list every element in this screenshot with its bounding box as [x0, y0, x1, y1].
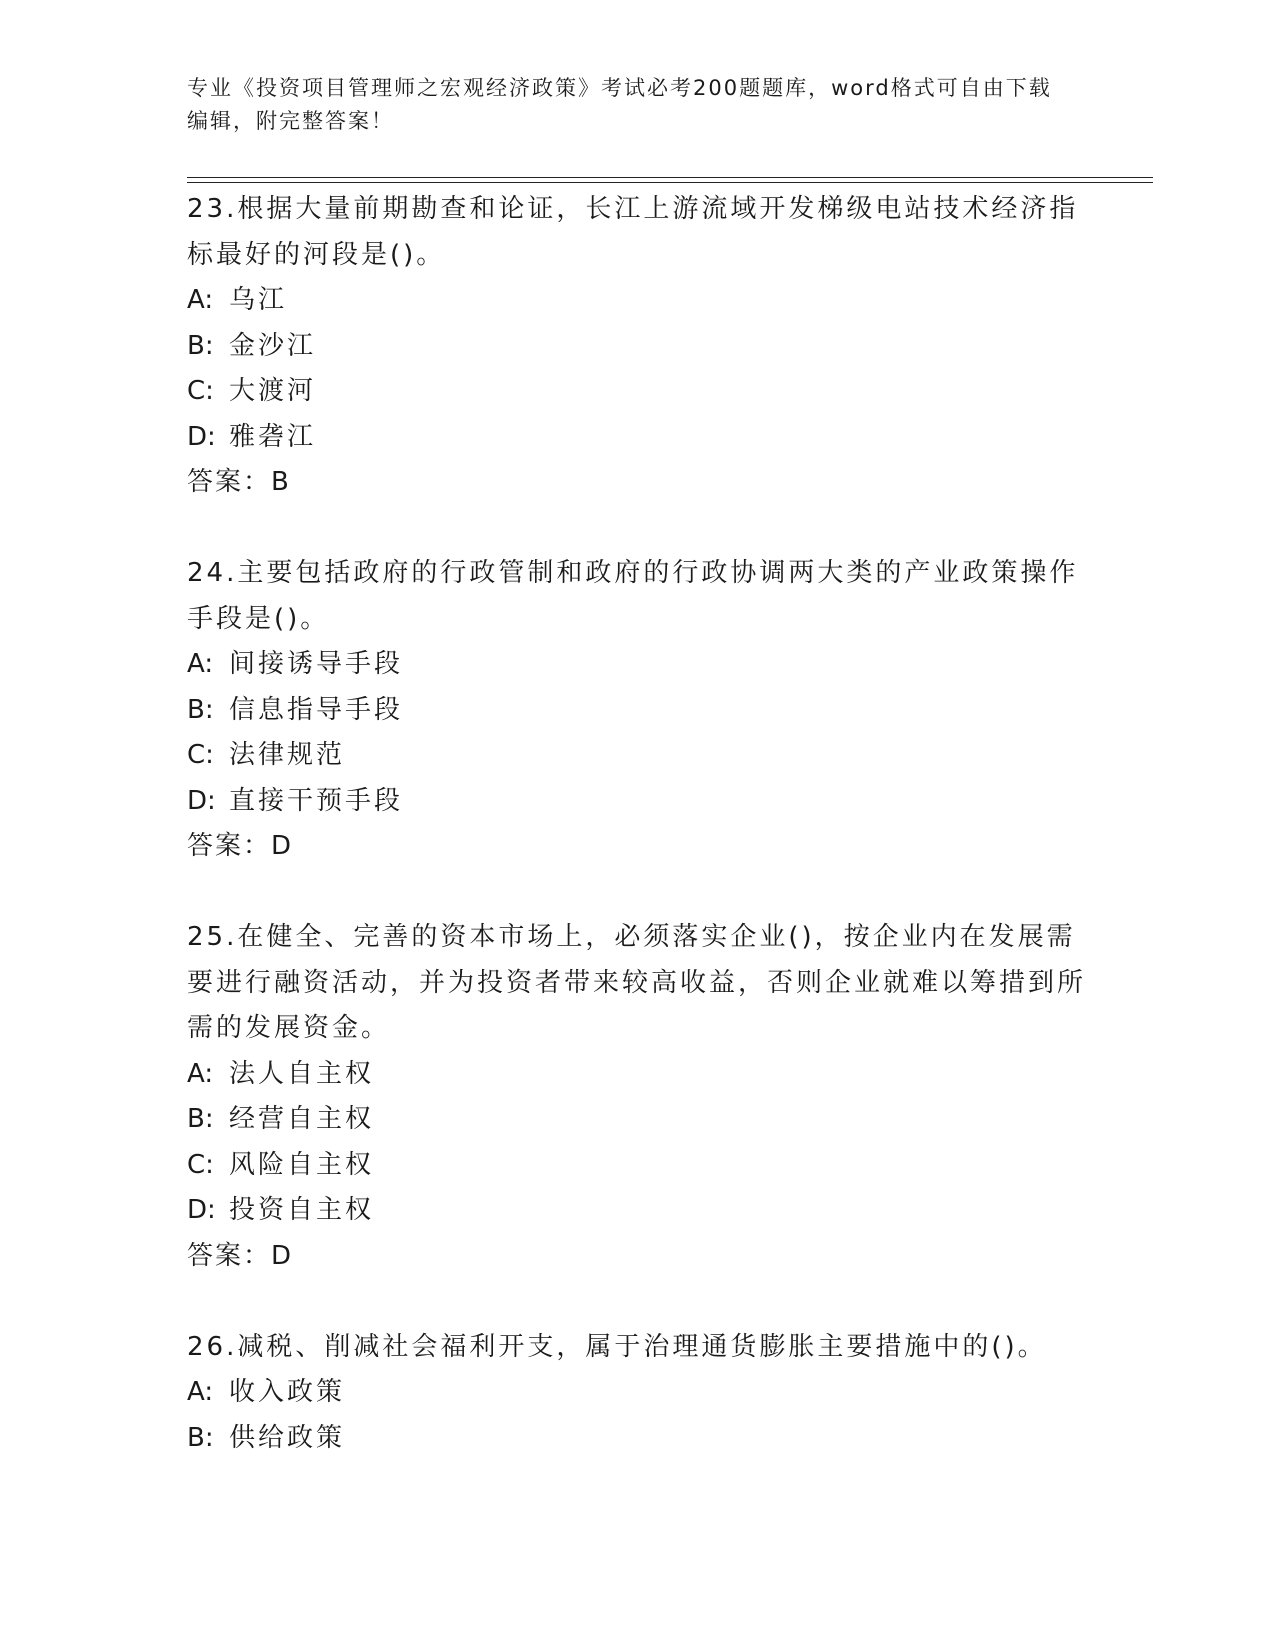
answer-label: 答案：	[187, 467, 272, 497]
question-text: 在健全、完善的资本市场上，必须落实企业()，按企业内在发展需要进行融资活动，并为投资者带来较高收益，否则企业就难以筹措到所需的发展资金。	[187, 922, 1087, 1043]
option-b	[187, 1416, 1087, 1462]
option-letter: D:	[187, 421, 216, 452]
option-text: 金沙江	[229, 330, 317, 361]
option-letter: C:	[187, 740, 214, 770]
question-26	[187, 1325, 1087, 1462]
option-letter: B:	[187, 694, 214, 725]
header-intro-text: 专业《投资项目管理师之宏观经济政策》考试必考200题题库，word格式可自由下载编辑，附完整答案！	[187, 76, 1052, 133]
answer-line	[187, 824, 1087, 870]
option-text: 大渡河	[229, 376, 317, 406]
question-text: 减税、削减社会福利开支，属于治理通货膨胀主要措施中的()。	[237, 1331, 1047, 1362]
question-list	[187, 187, 1087, 1461]
option-text: 雅砻江	[229, 421, 317, 452]
option-c	[187, 733, 1087, 779]
question-spacer	[187, 1279, 1087, 1325]
question-text: 根据大量前期勘查和论证，长江上游流域开发梯级电站技术经济指标最好的河段是()。	[187, 194, 1079, 270]
option-text: 法律规范	[229, 740, 346, 770]
answer-label: 答案：	[187, 1240, 272, 1271]
question-stem	[187, 915, 1087, 1052]
option-text: 间接诱导手段	[229, 649, 404, 679]
option-letter: B:	[187, 1104, 214, 1134]
option-letter: D:	[187, 785, 216, 816]
option-text: 风险自主权	[229, 1149, 375, 1180]
option-letter: C:	[187, 1149, 214, 1180]
answer-value: D	[271, 831, 294, 861]
option-text: 收入政策	[229, 1377, 346, 1407]
option-a	[187, 1370, 1087, 1416]
option-d	[187, 779, 1087, 825]
option-d	[187, 1188, 1087, 1234]
question-number: 26.	[187, 1331, 238, 1362]
option-text: 经营自主权	[229, 1104, 375, 1134]
option-text: 供给政策	[229, 1422, 346, 1453]
question-spacer	[187, 506, 1087, 552]
option-c	[187, 369, 1087, 415]
option-letter: B:	[187, 1422, 214, 1453]
option-d	[187, 415, 1087, 461]
option-text: 信息指导手段	[229, 694, 404, 725]
answer-line	[187, 460, 1087, 506]
option-a	[187, 642, 1087, 688]
answer-label: 答案：	[187, 831, 272, 861]
header-divider-bottom	[187, 182, 1153, 183]
option-letter: A:	[187, 1377, 214, 1407]
option-letter: B:	[187, 330, 214, 361]
question-number: 23.	[187, 194, 238, 224]
question-spacer	[187, 870, 1087, 916]
question-number: 24.	[187, 558, 238, 588]
option-letter: A:	[187, 1058, 214, 1089]
option-letter: A:	[187, 285, 214, 315]
option-text: 法人自主权	[229, 1058, 375, 1089]
answer-line	[187, 1234, 1087, 1280]
option-b	[187, 688, 1087, 734]
question-stem	[187, 187, 1087, 278]
option-b	[187, 324, 1087, 370]
option-b	[187, 1097, 1087, 1143]
option-text: 乌江	[229, 285, 288, 315]
option-c	[187, 1143, 1087, 1189]
question-stem	[187, 1325, 1087, 1371]
option-text: 直接干预手段	[229, 785, 404, 816]
question-24	[187, 551, 1087, 870]
question-stem	[187, 551, 1087, 642]
option-text: 投资自主权	[229, 1195, 375, 1225]
option-a	[187, 1052, 1087, 1098]
document-header	[187, 72, 1067, 138]
question-23	[187, 187, 1087, 506]
option-letter: C:	[187, 376, 214, 406]
option-letter: D:	[187, 1195, 216, 1225]
question-25	[187, 915, 1087, 1279]
answer-value: B	[271, 467, 291, 497]
answer-value: D	[271, 1240, 294, 1271]
question-number: 25.	[187, 922, 238, 952]
option-a	[187, 278, 1087, 324]
question-text: 主要包括政府的行政管制和政府的行政协调两大类的产业政策操作手段是()。	[187, 558, 1079, 634]
option-letter: A:	[187, 649, 214, 679]
header-divider-top	[187, 177, 1153, 178]
